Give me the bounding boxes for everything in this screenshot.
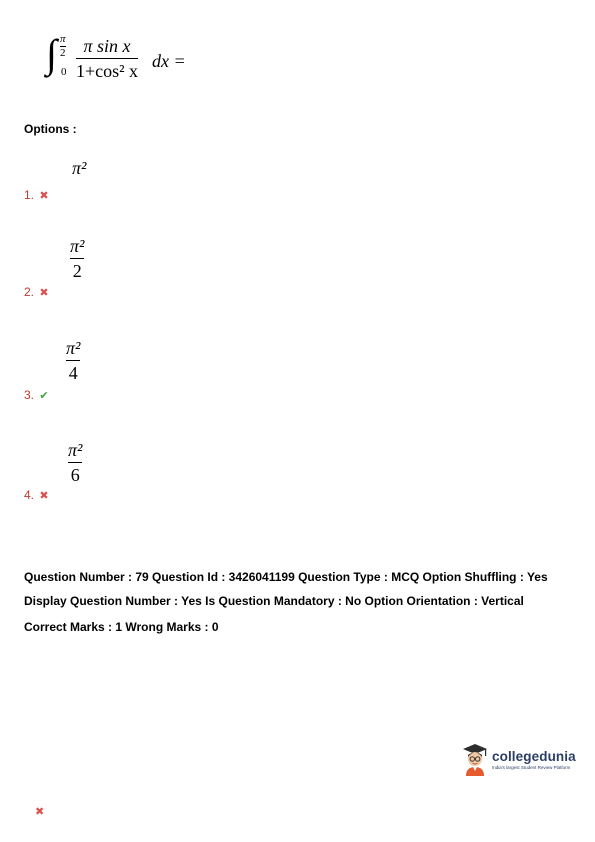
upper-limit-den: 2 [60, 47, 66, 59]
integral-sign: ∫ [46, 31, 57, 76]
cross-icon: ✖ [35, 806, 45, 818]
option-2-label [24, 285, 49, 299]
option-3-expression [66, 338, 80, 383]
question-meta-line-2: Display Question Number : Yes Is Question Mandatory : No Option Orientation : Vertical [24, 594, 524, 608]
option-3-denominator: 4 [68, 363, 78, 383]
option-4-expression [68, 440, 82, 485]
option-4-label [24, 488, 49, 502]
logo-text [492, 749, 576, 770]
option-3-number: 3. [24, 388, 35, 402]
brand-tagline: India's largest Student Review Platform [492, 764, 571, 770]
cross-icon: ✖ [39, 287, 49, 299]
option-4-numerator: π² [68, 440, 83, 460]
graduate-mascot-icon [462, 742, 488, 776]
cross-icon: ✖ [39, 490, 49, 502]
collegedunia-logo [462, 742, 576, 776]
upper-limit-num: π [60, 33, 66, 45]
option-3-numerator: π² [66, 338, 81, 358]
integrand-denominator: 1+cos² x [76, 61, 139, 81]
question-meta-line-3: Correct Marks : 1 Wrong Marks : 0 [24, 620, 219, 634]
check-icon: ✔ [39, 390, 49, 402]
option-2-expression [70, 236, 84, 281]
options-title: Options : [24, 122, 77, 136]
differential: dx = [152, 51, 186, 71]
cross-icon: ✖ [39, 190, 49, 202]
option-1-expression: π² [72, 158, 87, 178]
option-4-number: 4. [24, 488, 35, 502]
option-2-numerator: π² [70, 236, 85, 256]
upper-limit [60, 34, 66, 59]
option-2-denominator: 2 [72, 261, 82, 281]
integrand-fraction [76, 36, 138, 81]
option-2-number: 2. [24, 285, 35, 299]
integrand-numerator: π sin x [83, 36, 131, 56]
option-3-label [24, 388, 49, 402]
question-meta-line-1: Question Number : 79 Question Id : 3426041199 Question Type : MCQ Option Shuffling : Yes [24, 570, 548, 584]
brand-name: collegedunia [492, 748, 576, 764]
lower-limit: 0 [61, 66, 67, 78]
option-1-number: 1. [24, 188, 35, 202]
option-1-label [24, 188, 49, 202]
option-4-denominator: 6 [70, 465, 80, 485]
